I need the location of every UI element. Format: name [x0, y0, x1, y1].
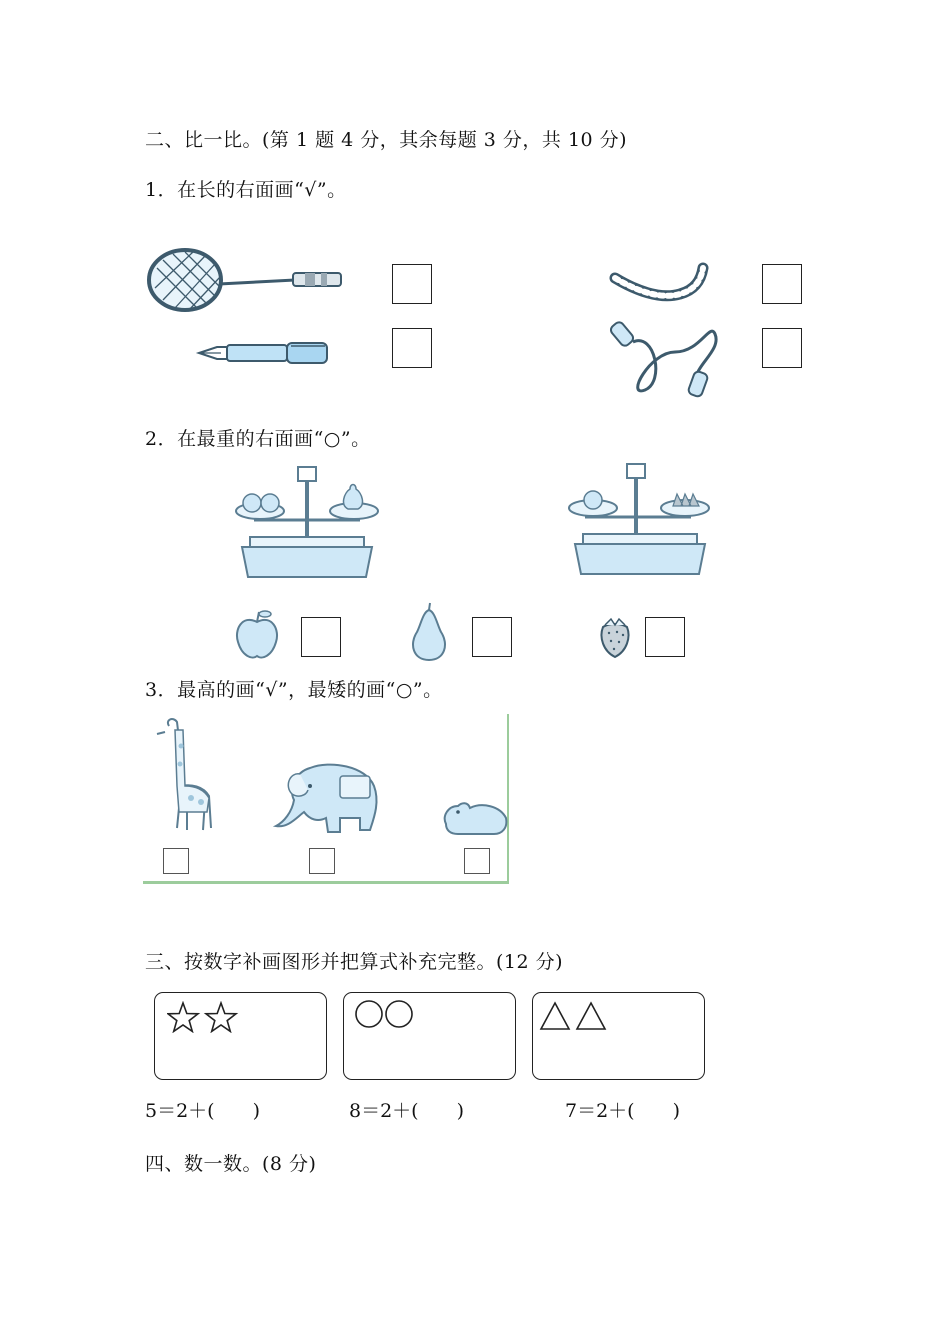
giraffe-picture — [151, 716, 221, 844]
answer-box-pear[interactable] — [472, 617, 512, 657]
question-1-text: 1．在长的右面画“√”。 — [145, 179, 347, 201]
answer-box-giraffe[interactable] — [163, 848, 189, 874]
strawberry-picture — [597, 617, 633, 659]
jump-rope-picture — [605, 312, 725, 402]
question-2-text: 2．在最重的右面画“○”。 — [145, 428, 371, 450]
hippo-picture — [438, 798, 508, 838]
badminton-racket-picture — [145, 240, 345, 330]
circle-shapes — [354, 999, 418, 1031]
elephant-picture — [270, 756, 382, 838]
answer-box-jump-rope[interactable] — [762, 328, 802, 368]
animals-frame — [143, 714, 509, 884]
fountain-pen-picture — [195, 338, 335, 368]
answer-box-strawberry[interactable] — [645, 617, 685, 657]
balance-scale-apples-pear-picture — [232, 465, 382, 585]
equation-triangles[interactable]: 7＝2＋( ) — [565, 1100, 681, 1122]
equation-circles[interactable]: 8＝2＋( ) — [349, 1100, 465, 1122]
star-shapes — [167, 1001, 243, 1033]
answer-box-pen[interactable] — [392, 328, 432, 368]
triangle-shapes — [539, 1001, 611, 1031]
balance-scale-apple-strawberries-picture — [565, 462, 715, 582]
section-4-heading: 四、数一数。(8 分) — [145, 1153, 317, 1175]
circles-panel[interactable] — [343, 992, 516, 1080]
stars-panel[interactable] — [154, 992, 327, 1080]
rope-picture — [605, 260, 715, 310]
answer-box-hippo[interactable] — [464, 848, 490, 874]
pear-picture — [405, 602, 453, 664]
answer-box-rope[interactable] — [762, 264, 802, 304]
apple-picture — [232, 608, 282, 662]
triangles-panel[interactable] — [532, 992, 705, 1080]
answer-box-racket[interactable] — [392, 264, 432, 304]
section-3-heading: 三、按数字补画图形并把算式补充完整。(12 分) — [145, 951, 564, 973]
answer-box-elephant[interactable] — [309, 848, 335, 874]
answer-box-apple[interactable] — [301, 617, 341, 657]
question-3-text: 3．最高的画“√”，最矮的画“○”。 — [145, 679, 443, 701]
section-2-heading: 二、比一比。(第 1 题 4 分，其余每题 3 分，共 10 分) — [145, 129, 628, 151]
equation-stars[interactable]: 5＝2＋( ) — [145, 1100, 261, 1122]
